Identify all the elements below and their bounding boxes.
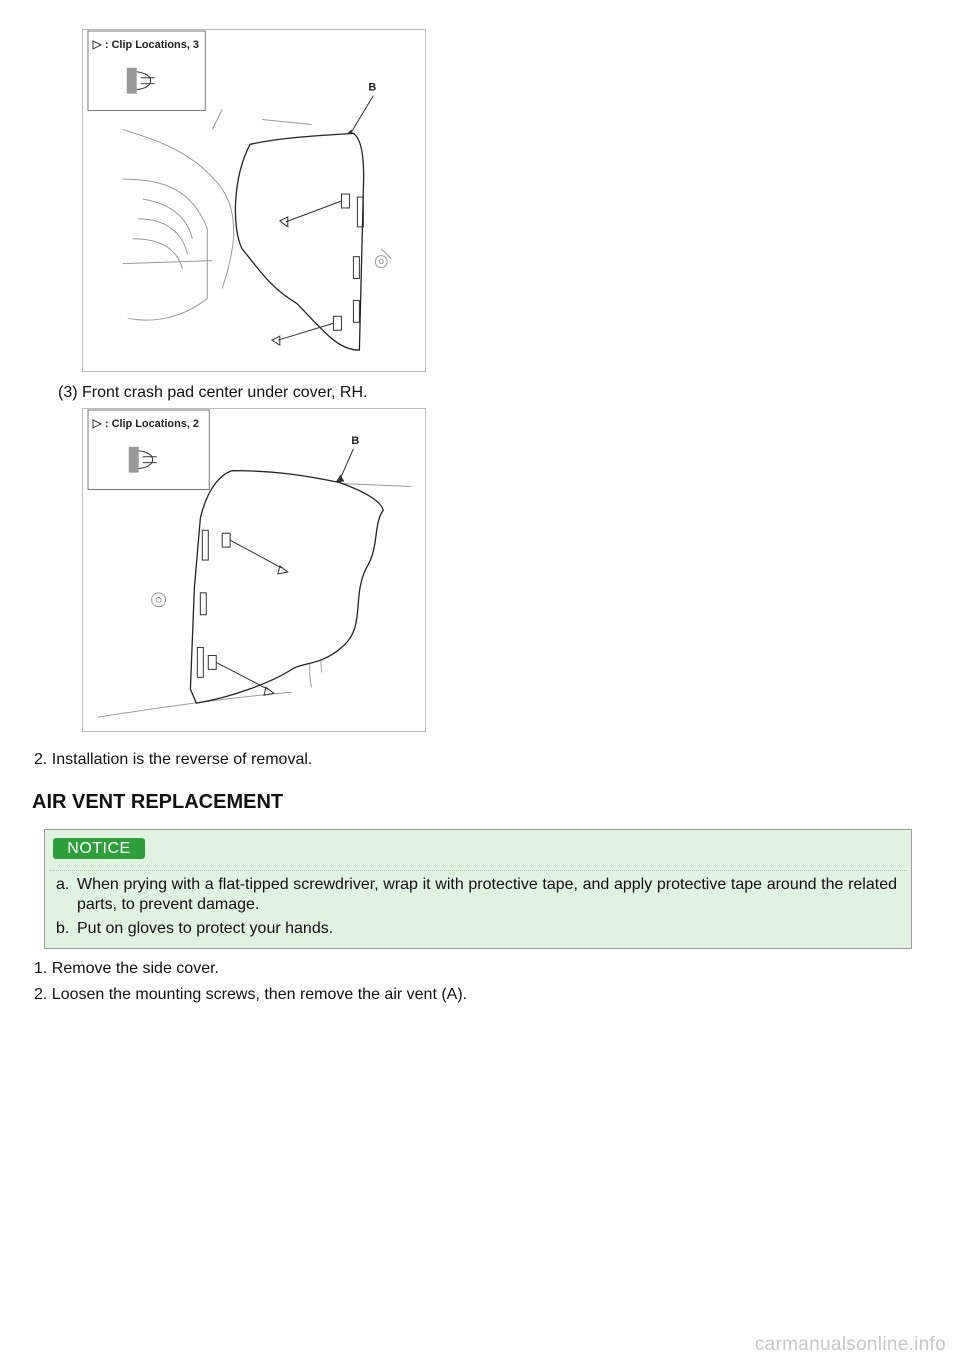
callout-b: B: [351, 434, 360, 447]
notice-list: [45, 875, 911, 943]
notice-item-marker: a.: [56, 876, 70, 893]
notice-item-text: When prying with a flat-tipped screwdriver, wrap it with protective tape, and apply protective tape around the related parts, to prevent damage.: [77, 876, 897, 913]
notice-item: [45, 919, 911, 939]
diagram-clip-locations-2: [82, 408, 426, 732]
notice-divider: [49, 870, 907, 871]
diagram-clip-locations-3-drawing: [83, 30, 425, 371]
diagram-clip-locations-3: [82, 29, 426, 372]
notice-item-marker: b.: [56, 920, 70, 937]
notice-box: [44, 829, 912, 949]
callout-b: B: [368, 81, 377, 94]
step-installation: 2. Installation is the reverse of removal.: [34, 751, 313, 768]
side-cover-part: [235, 133, 363, 350]
side-cover-part: [190, 471, 383, 704]
section-title-air-vent-replacement: AIR VENT REPLACEMENT: [32, 791, 284, 813]
step-remove-air-vent: 2. Loosen the mounting screws, then remove the air vent (A).: [34, 986, 468, 1003]
step-remove-side-cover: 1. Remove the side cover.: [34, 960, 219, 977]
diagram-clip-locations-2-drawing: [83, 409, 425, 731]
notice-badge: NOTICE: [53, 838, 145, 859]
watermark: carmanualsonline.info: [754, 1334, 946, 1355]
clip-legend-label: : Clip Locations, 3: [104, 38, 199, 51]
clip-legend-label: : Clip Locations, 2: [104, 417, 199, 430]
notice-item-text: Put on gloves to protect your hands.: [77, 920, 334, 937]
caption-front-crash-pad-rh: (3) Front crash pad center under cover, RH.: [58, 384, 368, 401]
notice-item: [45, 875, 911, 915]
